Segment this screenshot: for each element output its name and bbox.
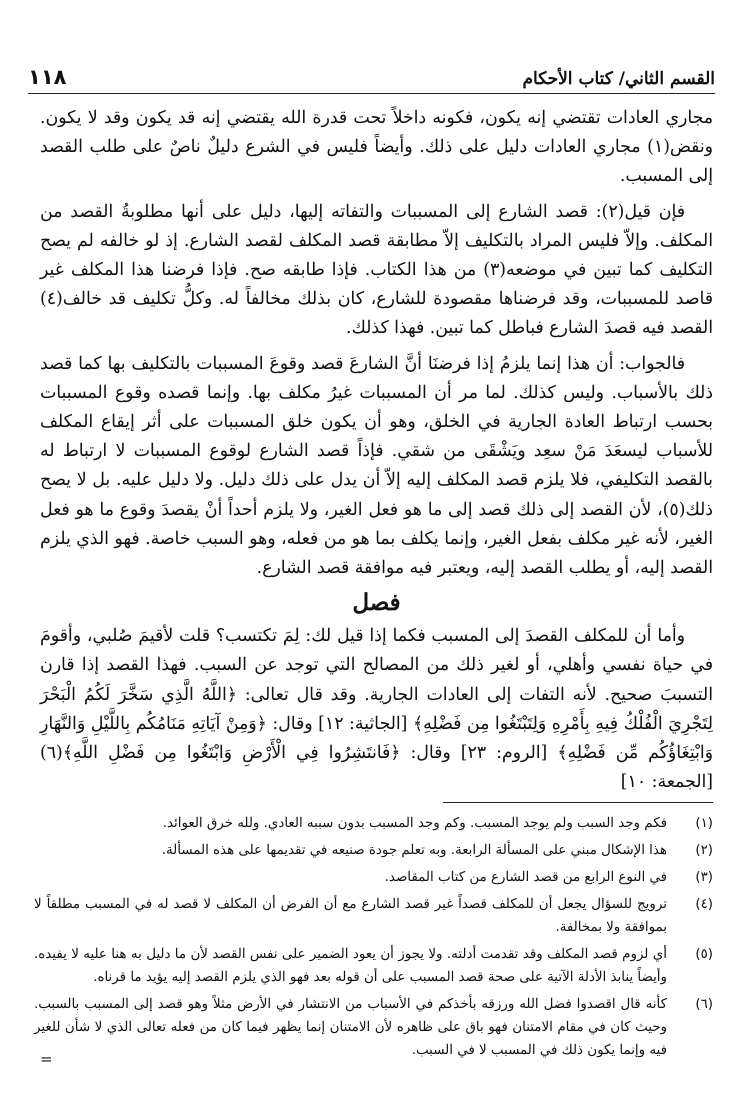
footnote-number: (٦) bbox=[695, 997, 713, 1012]
paragraph-2: فإن قيل(٢): قصد الشارع إلى المسببات والتفاته إليها، دليل على أنها مطلوبةُ القصد من المكلف. وإلاّ فليس المراد بالتكليف إلاّ مطابقة قصد المكلف لقصد الشارع. إذ لو خالفه لم يصح التكليف كما تبين في موضعه(٣) من هذا الكتاب. فإذا طابقه صح. فإذا فرضنا هذا المكلف غير قاصد للمسببات، وقد فرضناها مقصودة للشارع، كان بذلك مخالفاً له. وكلُّ تكليف قد خالف(٤) القصد فيه قصدَ الشارع فباطل كما تبين. فهذا كذلك. bbox=[40, 201, 713, 339]
footnote-number: (٣) bbox=[695, 870, 713, 885]
footnote bbox=[34, 839, 713, 862]
footnote-number: (١) bbox=[695, 816, 713, 831]
footnote-number: (٢) bbox=[695, 843, 713, 858]
running-header bbox=[28, 55, 715, 94]
main-text bbox=[40, 104, 713, 803]
footnote bbox=[34, 993, 713, 1062]
footnote-divider bbox=[443, 802, 713, 803]
page-number: ١١٨ bbox=[28, 65, 67, 89]
footnote-text: فكم وجد السبب ولم يوجد المسبب. وكم وجد المسبب بدون سببه العادي. ولله خرق العوائد. bbox=[162, 816, 667, 831]
running-title: القسم الثاني/ كتاب الأحكام bbox=[522, 69, 715, 89]
paragraph-4: وأما أن للمكلف القصدَ إلى المسبب فكما إذا قيل لك: لِمَ تكتسب؟ قلت لأقيمَ صُلبي، وأقومَ في حياة نفسي وأهلي، أو لغير ذلك من المصالح التي توجد عن السبب. فهذا القصد إذا قارن التسببَ صحيح. لأنه التفات إلى العادات الجارية. وقد قال تعالى: ﴿اللَّهُ الَّذِي سَخَّرَ لَكُمُ الْبَحْرَ لِتَجْرِيَ الْفُلْكُ فِيهِ بِأَمْرِهِ وَلِتَبْتَغُوا مِن فَضْلِهِ﴾ [الجاثية: ١٢] وقال: ﴿وَمِنْ آيَاتِهِ مَنَامُكُم بِاللَّيْلِ وَالنَّهَارِ وَابْتِغَاؤُكُم مِّن فَضْلِهِ﴾ [الروم: ٢٣] وقال: ﴿فَانتَشِرُوا فِي الْأَرْضِ وَابْتَغُوا مِن فَضْلِ اللَّهِ﴾(٦) [الجمعة: ١٠] bbox=[40, 626, 713, 793]
footnotes bbox=[34, 812, 713, 1066]
footnote-text: كأنه قال اقصدوا فضل الله ورزقه بأخذكم في الأسباب من الانتشار في الأرض مثلاً وهو قصد إلى المسبب بالسبب. وحيث كان في مقام الامتنان فهو باق على ظاهره لأن الامتنان إنما يظهر فيما كان من فعله تعالى الذي لا شأن للغير فيه وإنما يكون ذلك في المسبب لا في السبب. bbox=[34, 997, 667, 1058]
footnote-text: أي لزوم قصد المكلف وقد تقدمت أدلته. ولا يجوز أن يعود الضمير على نفس القصد لأن ما دليل به هنا عليه لا يفيده. وأيضاً ينابذ الأدلة الآتية على صحة قصد المسبب على أن قوله بعد فهو الذي يلزم القصد إليه يؤيد ما قرناه. bbox=[34, 947, 667, 985]
footnote-number: (٥) bbox=[695, 947, 713, 962]
footnote-text: هذا الإشكال مبني على المسألة الرابعة. وبه تعلم جودة صنيعه في تقديمها على هذه المسألة. bbox=[161, 843, 667, 858]
continuation-mark: = bbox=[40, 1050, 53, 1068]
footnote bbox=[34, 893, 713, 939]
paragraph-3: فالجواب: أن هذا إنما يلزمُ إذا فرضنَا أنَّ الشارعَ قصد وقوعَ المسببات بالتكليف بها كما قصد ذلك بالأسباب. وليس كذلك. لما مر أن المسببات غيرُ مكلف بها. وإنما قصده وقوع المسببات بحسب ارتباط العادة الجارية في الخلق، وهو أن يكون خلق المسببات على أثر إيقاع المكلف للأسباب ليسعَدَ مَنْ سعِد ويَشْقَى من شقي. فإذاً قصد الشارع لوقوع المسببات لا ارتباط له بالقصد التكليفي، فلا يلزم قصد المكلف إليه إلاّ أن يدل على ذلك دليل. ولا دليل عليه. بل لا يصح ذلك(٥)، لأن القصد إلى ذلك قصد إلى ما هو فعل الغير، ولا يلزم أحداً أنْ يقصدَ وقوع ما هو فعل الغير، لأنه غير مكلف بفعل الغير، وإنما يكلف بما هو من فعله، وهو السبب خاصة. فهو الذي يلزم القصد إليه، أو يطلب القصد إليه، ويعتبر فيه موافقة قصد الشارع. bbox=[40, 353, 713, 579]
footnote bbox=[34, 812, 713, 835]
footnote-text: ترويج للسؤال يجعل أن للمكلف قصداً غير قصد الشارع مع أن الفرض أن المكلف لا قصد له في المسبب مطلقاً لا بموافقة ولا بمخالفة. bbox=[34, 897, 667, 935]
footnote bbox=[34, 943, 713, 989]
paragraph-1: مجاري العادات تقتضي إنه يكون، فكونه داخلاً تحت قدرة الله يقتضي إنه قد يكون وقد لا يكون. ونقض(١) مجاري العادات دليل على ذلك. وأيضاً فليس في الشرع دليلٌ ناصٌ على طلب القصد إلى المسبب. bbox=[40, 108, 713, 187]
section-heading: فصل bbox=[352, 589, 401, 617]
footnote bbox=[34, 866, 713, 889]
footnote-text: في النوع الرابع من قصد الشارع من كتاب المقاصد. bbox=[384, 870, 667, 885]
footnote-number: (٤) bbox=[695, 897, 713, 912]
